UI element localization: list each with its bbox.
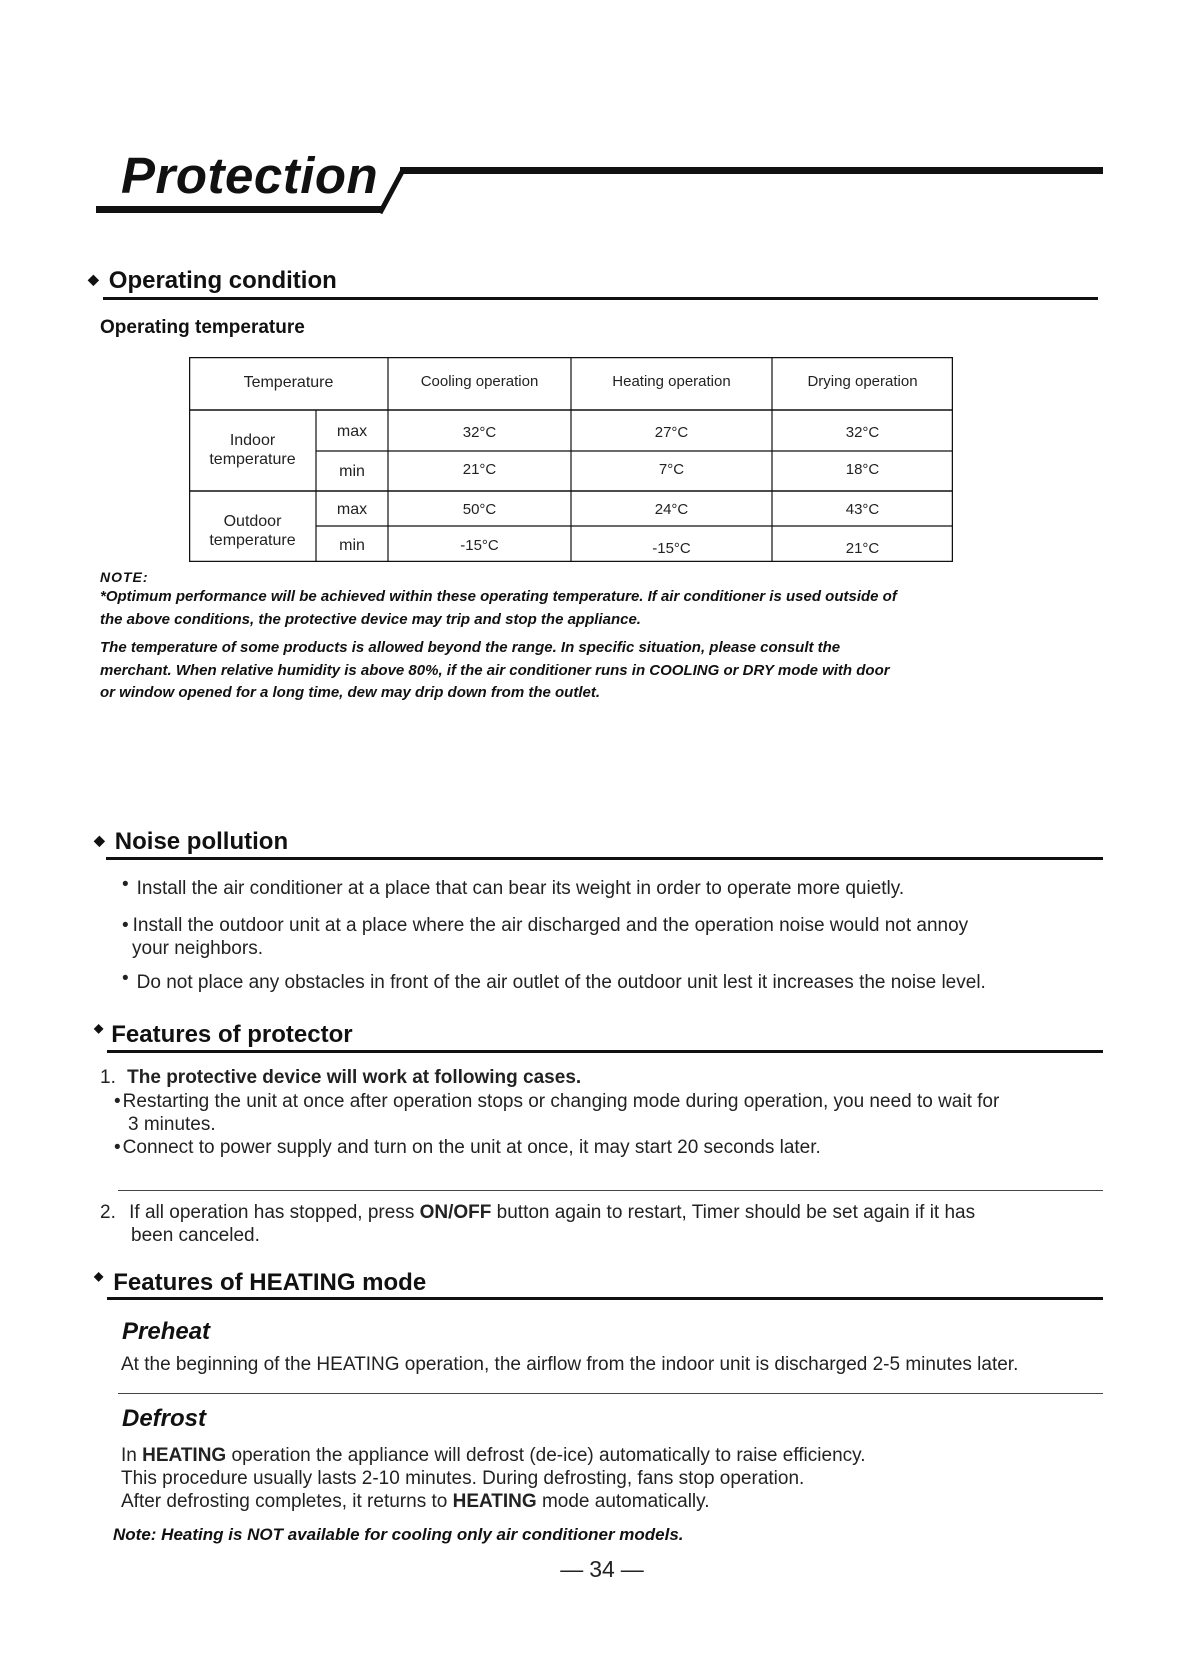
dash-icon: — — [560, 1556, 584, 1582]
note-line: the above conditions, the protective device may trip and stop the appliance. — [100, 611, 641, 628]
table-cell: 21°C — [462, 461, 497, 478]
list-item-continuation: 3 minutes. — [128, 1114, 216, 1135]
table-cell: 50°C — [462, 501, 497, 518]
subheading-operating-temperature: Operating temperature — [100, 317, 305, 338]
table-cell: 24°C — [654, 501, 689, 518]
divider — [118, 1190, 1103, 1191]
section-heading-heating: ◆ Features of HEATING mode — [94, 1268, 427, 1296]
section-rule — [103, 297, 1098, 300]
list-item: • Do not place any obstacles in front of the air outlet of the outdoor unit lest it increases the noise level. — [122, 968, 986, 993]
page-title: Protection — [121, 147, 379, 204]
list-item-continuation: been canceled. — [131, 1225, 260, 1246]
diamond-bullet-icon: ◆ — [88, 271, 99, 288]
section-heading-operating: ◆ Operating condition — [88, 267, 337, 294]
table-header-cooling: Cooling operation — [420, 373, 539, 390]
subheading-defrost: Defrost — [122, 1405, 207, 1432]
table-cell: 18°C — [845, 461, 880, 478]
defrost-line: After defrosting completes, it returns to HEATING mode automatically. — [121, 1491, 710, 1512]
table-cell: 21°C — [845, 540, 880, 557]
list-item-continuation: your neighbors. — [132, 938, 263, 959]
list-item: • Install the outdoor unit at a place where the air discharged and the operation noise would not annoy — [122, 915, 969, 936]
table-cell: -15°C — [460, 537, 499, 554]
operating-temperature-table — [189, 357, 953, 562]
bullet-icon: • — [114, 1091, 121, 1112]
row-label-indoor: Indoor temperature — [209, 432, 296, 468]
diamond-bullet-icon: ◆ — [94, 832, 105, 849]
row-label-outdoor: Outdoor temperature — [209, 513, 296, 549]
divider — [118, 1393, 1103, 1394]
row-label-min: min — [339, 463, 365, 480]
note-line: The temperature of some products is allowed beyond the range. In specific situation, please consult the — [100, 639, 841, 656]
row-label-max: max — [336, 423, 368, 440]
diamond-bullet-icon: ◆ — [94, 1020, 104, 1035]
note-label: NOTE: — [100, 569, 149, 585]
list-item: • Install the air conditioner at a place that can bear its weight in order to operate more quietly. — [122, 874, 905, 899]
section-rule — [107, 1297, 1103, 1300]
bullet-icon: • — [114, 1137, 121, 1158]
page-number: — 34 — — [560, 1556, 644, 1582]
defrost-line: This procedure usually lasts 2-10 minutes. During defrosting, fans stop operation. — [121, 1468, 805, 1489]
table-cell: -15°C — [652, 540, 691, 557]
table-header-temperature: Temperature — [243, 374, 334, 391]
section-rule — [107, 1050, 1103, 1053]
table-header-drying: Drying operation — [807, 373, 918, 390]
list-item: • Restarting the unit at once after operation stops or changing mode during operation, you need to wait for — [114, 1091, 1000, 1112]
protector-item-2: 2. If all operation has stopped, press ON/OFF button again to restart, Timer should be set again if it has — [100, 1202, 976, 1223]
defrost-line: In HEATING operation the appliance will defrost (de-ice) automatically to raise efficiency. — [121, 1445, 866, 1466]
dash-icon: — — [620, 1556, 644, 1582]
list-item: • Connect to power supply and turn on the unit at once, it may start 20 seconds later. — [114, 1137, 821, 1158]
note-line: *Optimum performance will be achieved within these operating temperature. If air conditioner is used outside of — [100, 588, 897, 605]
bullet-icon: • — [122, 874, 129, 895]
row-label-max: max — [336, 501, 368, 518]
diamond-bullet-icon: ◆ — [94, 1268, 104, 1283]
subheading-preheat: Preheat — [122, 1318, 211, 1345]
protector-item-1: 1. The protective device will work at following cases. — [100, 1067, 582, 1088]
table-cell: 27°C — [654, 424, 689, 441]
bullet-icon: • — [122, 915, 129, 936]
section-rule — [106, 857, 1103, 860]
section-heading-protector: ◆ Features of protector — [94, 1020, 353, 1048]
table-cell: 32°C — [845, 424, 880, 441]
heating-note: Note: Heating is NOT available for cooling only air conditioner models. — [113, 1525, 684, 1544]
note-line: merchant. When relative humidity is above 80%, if the air conditioner runs in COOLING or DRY mode with door — [100, 662, 890, 679]
section-heading-noise: ◆ Noise pollution — [94, 828, 289, 855]
table-header-heating: Heating operation — [612, 373, 731, 390]
row-label-min: min — [339, 537, 365, 554]
table-cell: 7°C — [658, 461, 685, 478]
table-cell: 32°C — [462, 424, 497, 441]
title-slash — [0, 0, 1204, 230]
table-cell: 43°C — [845, 501, 880, 518]
bullet-icon: • — [122, 968, 129, 989]
note-line: or window opened for a long time, dew may drip down from the outlet. — [100, 684, 601, 701]
preheat-text: At the beginning of the HEATING operation, the airflow from the indoor unit is discharged 2-5 minutes later. — [121, 1354, 1019, 1375]
